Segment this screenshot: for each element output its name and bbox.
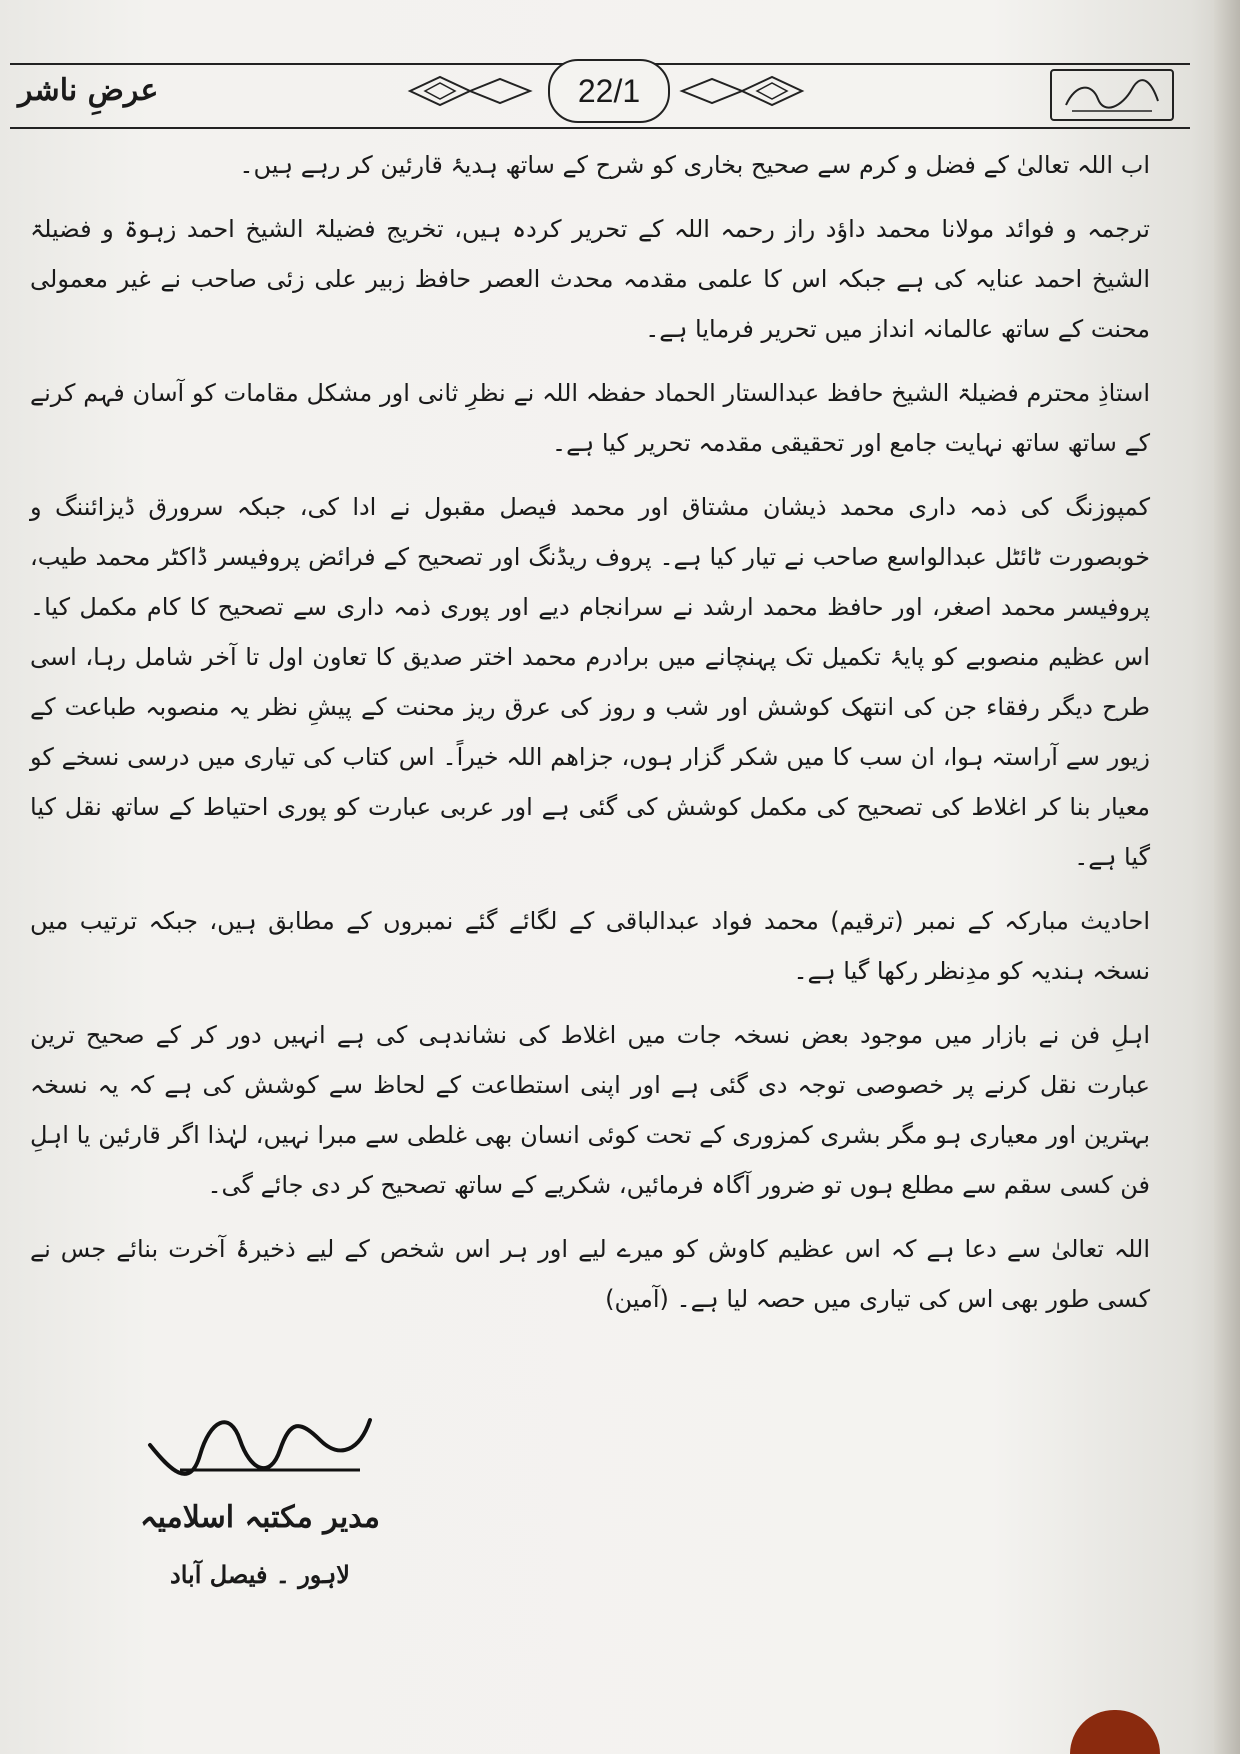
section-title: عرضِ ناشر — [18, 73, 159, 108]
paragraph-6: اہلِ فن نے بازار میں موجود بعض نسخہ جات میں اغلاط کی نشاندہی کی ہے انہیں دور کر کے صحیح ترین عبارت نقل کرنے پر خصوصی توجہ دی گئی ہے اور اپنی استطاعت کے لحاظ سے کوشش کی ہے کہ یہ نسخہ بہترین اور معیاری ہو مگر بشری کمزوری کے تحت کوئی انسان بھی غلطی سے مبرا نہیں، لہٰذا اگر قارئین یا اہلِ فن کسی سقم سے مطلع ہوں تو ضرور آگاہ فرمائیں، شکریے کے ساتھ تصحیح کر دی جائے گی۔ — [30, 1021, 1150, 1199]
ornament-right-icon — [672, 69, 812, 113]
handwritten-signature — [120, 1400, 400, 1490]
signatory-title: مدیر مکتبہ اسلامیہ — [140, 1500, 380, 1535]
paragraph-1: اب اللہ تعالیٰ کے فضل و کرم سے صحیح بخاری کو شرح کے ساتھ ہدیۂ قارئین کر رہے ہیں۔ — [239, 151, 1150, 179]
paragraph-7: اللہ تعالیٰ سے دعا ہے کہ اس عظیم کاوش کو میرے لیے اور ہر اس شخص کے لیے ذخیرۂ آخرت بنائے جس نے کسی طور بھی اس کی تیاری میں حصہ لیا ہے۔ (آمین) — [30, 1235, 1150, 1313]
page-spine-shadow — [1214, 0, 1240, 1754]
paragraph-4: کمپوزنگ کی ذمہ داری محمد ذیشان مشتاق اور محمد فیصل مقبول نے ادا کی، جبکہ سرورق ڈیزائننگ و خوبصورت ٹائٹل عبدالواسع صاحب نے تیار کیا ہے۔ پروف ریڈنگ اور تصحیح کے فرائض پروفیسر ڈاکٹر محمد طیب، پروفیسر محمد اصغر، اور حافظ محمد ارشد نے سرانجام دیے اور پوری ذمہ داری سے تصحیح کا کام مکمل کیا۔ اس عظیم منصوبے کو پایۂ تکمیل تک پہنچانے میں برادرم محمد اختر صدیق کا تعاون اول تا آخر شامل رہا، اسی طرح دیگر رفقاء جن کی انتھک کوشش اور شب و روز کی عرق ریز محنت کے پیشِ نظر یہ منصوبہ طباعت کے زیور سے آراستہ ہوا، ان سب کا میں شکر گزار ہوں، جزاھم اللہ خیراً۔ اس کتاب کی تیاری میں درسی نسخے کو معیار بنا کر اغلاط کی تصحیح کی مکمل کوشش کی گئی ہے اور عربی عبارت کو پوری احتیاط کے ساتھ نقل کیا گیا ہے۔ — [30, 493, 1150, 871]
page-number: 22/1 — [548, 59, 670, 123]
paragraph-3: استاذِ محترم فضیلۃ الشیخ حافظ عبدالستار الحماد حفظہ اللہ نے نظرِ ثانی اور مشکل مقامات کو آسان فہم کرنے کے ساتھ ساتھ نہایت جامع اور تحقیقی مقدمہ تحریر کیا ہے۔ — [30, 379, 1150, 457]
page-header — [0, 55, 1214, 141]
preface-body — [30, 140, 1150, 1324]
paragraph-5: احادیث مبارکہ کے نمبر (ترقیم) محمد فواد عبدالباقی کے لگائے گئے نمبروں کے مطابق ہیں، جبکہ ترتیب میں نسخہ ہندیہ کو مدِنظر رکھا گیا ہے۔ — [30, 907, 1150, 985]
ornament-left-icon — [400, 69, 540, 113]
header-rule-bottom — [10, 127, 1190, 129]
book-logo-icon — [1050, 69, 1174, 121]
thumb-at-edge — [1070, 1710, 1160, 1754]
paragraph-2: ترجمہ و فوائد مولانا محمد داؤد راز رحمہ اللہ کے تحریر کردہ ہیں، تخریج فضیلۃ الشیخ احمد زہوۃ و فضیلۃ الشیخ احمد عنایہ کی ہے جبکہ اس کا علمی مقدمہ محدث العصر حافظ زبیر علی زئی صاحب نے غیر معمولی محنت کے ساتھ عالمانہ انداز میں تحریر فرمایا ہے۔ — [30, 215, 1150, 343]
signatory-cities: لاہور ۔ فیصل آباد — [170, 1560, 350, 1589]
